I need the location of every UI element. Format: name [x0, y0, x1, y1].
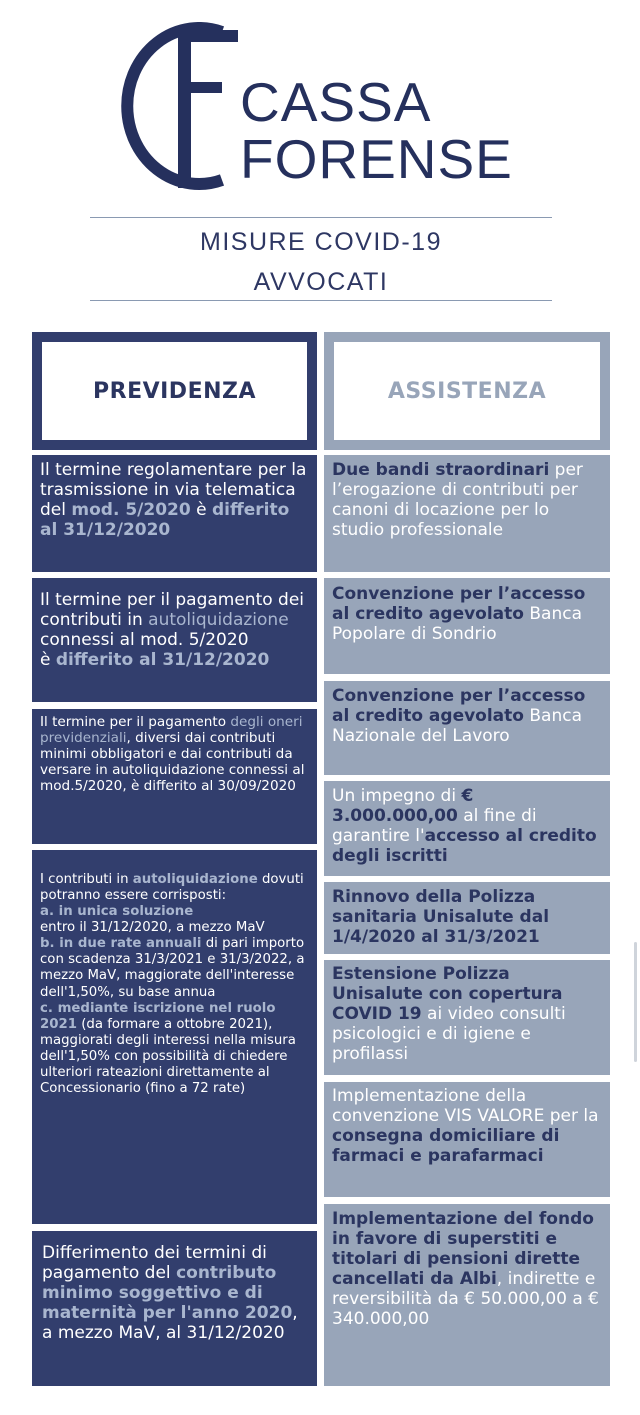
- text-highlight: mod. 5/2020: [71, 500, 191, 521]
- text: è: [190, 500, 212, 521]
- text-bold: Implementazione del fondo in favore di superstiti e titolari di pensioni dirette cancellati da Albi: [332, 1209, 594, 1290]
- previdenza-header-label: PREVIDENZA: [42, 342, 307, 440]
- text: I contributi in: [40, 872, 133, 887]
- text-bold: Convenzione per l’accesso al credito agevolato: [332, 584, 586, 625]
- text-bold: Rinnovo della Polizza sanitaria Unisalute: [332, 887, 536, 928]
- title-line-2: AVVOCATI: [253, 268, 389, 296]
- text-bold: dal 1/4/2020 al 31/3/2021: [332, 907, 550, 948]
- text-bold: accesso al credito degli iscritti: [332, 826, 597, 867]
- text-bold: € 3.000.000,00: [332, 786, 474, 827]
- option-c-label: c. mediante iscrizione nel ruolo 2021: [40, 1000, 276, 1032]
- text-highlight: degli oneri previdenziali: [40, 714, 303, 747]
- text-highlight: autoliquidazione: [148, 610, 289, 631]
- text: ai video consulti psicologici e di igiene e profilassi: [332, 1004, 566, 1065]
- assistenza-item-3: [324, 681, 610, 775]
- text: , indirette e reversibilità da € 50.000,00 a € 340.000,00: [332, 1269, 600, 1330]
- text: , a mezzo MaV, al 31/12/2020: [42, 1303, 298, 1344]
- text-bold: Estensione Polizza Unisalute con copertura COVID 19: [332, 964, 563, 1025]
- previdenza-item-2: [32, 578, 317, 702]
- text-highlight: differito al 31/12/2020: [55, 650, 270, 671]
- text: Il termine per il pagamento: [40, 714, 231, 730]
- assistenza-item-7: [324, 1082, 610, 1197]
- assistenza-item-8: [324, 1204, 610, 1386]
- text: per l’erogazione di contributi per canoni di locazione per lo studio professionale: [332, 460, 583, 541]
- brand-line-2: FORENSE: [240, 128, 513, 190]
- previdenza-header: [32, 332, 317, 450]
- option-c-text: (da formare a ottobre 2021), maggiorati degli interessi nella misura dell'1,50% con possibilità di chiedere ulteriori rateazioni direttamente al Concessionario (fino a 72 rate): [40, 1016, 296, 1097]
- previdenza-item-3: [32, 709, 317, 844]
- text-bold: Due bandi straordinari: [332, 460, 550, 480]
- text-highlight: differito al 31/12/2020: [40, 500, 290, 541]
- text: dovuti potranno essere corrisposti:: [40, 872, 304, 904]
- title-line-1: MISURE COVID-19: [200, 228, 442, 256]
- assistenza-header-label: ASSISTENZA: [334, 342, 600, 440]
- brand-line-1: CASSA: [240, 71, 432, 133]
- option-a-text: entro il 31/12/2020, a mezzo MaV: [40, 920, 265, 936]
- top-divider: [90, 217, 552, 218]
- text: Un impegno di: [332, 786, 462, 806]
- assistenza-header: [324, 332, 610, 450]
- option-b-label: b. in due rate annuali: [40, 936, 202, 952]
- previdenza-item-1: [32, 455, 317, 572]
- assistenza-item-6: [324, 960, 610, 1075]
- text: Banca Popolare di Sondrio: [332, 604, 582, 645]
- bottom-divider: [90, 300, 552, 301]
- text: , diversi dai contributi minimi obbligatori e dai contributi da versare in autoliquidazione connessi al mod.5/2020, è differito al 30/09/2020: [40, 730, 305, 795]
- text: connessi al mod. 5/2020: [40, 630, 249, 651]
- previdenza-item-5: [32, 1231, 317, 1386]
- text: Il termine regolamentare per la trasmissione in via telematica del: [40, 460, 307, 521]
- assistenza-item-5: [324, 882, 610, 954]
- assistenza-item-4: [324, 781, 610, 876]
- text: Il termine per il pagamento dei contributi in: [40, 590, 305, 631]
- option-b-text: di pari importo con scadenza 31/3/2021 e 31/3/2022, a mezzo MaV, maggiorate dell'interesse dell'1,50%, su base annua: [40, 936, 305, 1000]
- text: Banca Nazionale del Lavoro: [332, 706, 582, 747]
- scroll-indicator: [634, 942, 637, 1062]
- text-bold: consegna domiciliare di farmaci e parafarmaci: [332, 1126, 560, 1167]
- text: Differimento dei termini di pagamento del: [42, 1243, 267, 1284]
- previdenza-item-4: [32, 850, 317, 1224]
- text-highlight: autoliquidazione: [132, 872, 258, 887]
- text-highlight: contributo minimo soggettivo e di maternità per l'anno 2020: [42, 1263, 293, 1324]
- assistenza-item-2: [324, 578, 610, 674]
- text-bold: Convenzione per l’accesso al credito agevolato: [332, 686, 586, 727]
- assistenza-item-1: [324, 455, 610, 572]
- cassa-forense-logo-icon: [118, 22, 248, 192]
- text: è: [40, 650, 56, 671]
- option-a-label: a. in unica soluzione: [40, 904, 194, 920]
- text: al fine di garantire l': [332, 806, 537, 847]
- text: Implementazione della convenzione VIS VALORE per la: [332, 1086, 599, 1127]
